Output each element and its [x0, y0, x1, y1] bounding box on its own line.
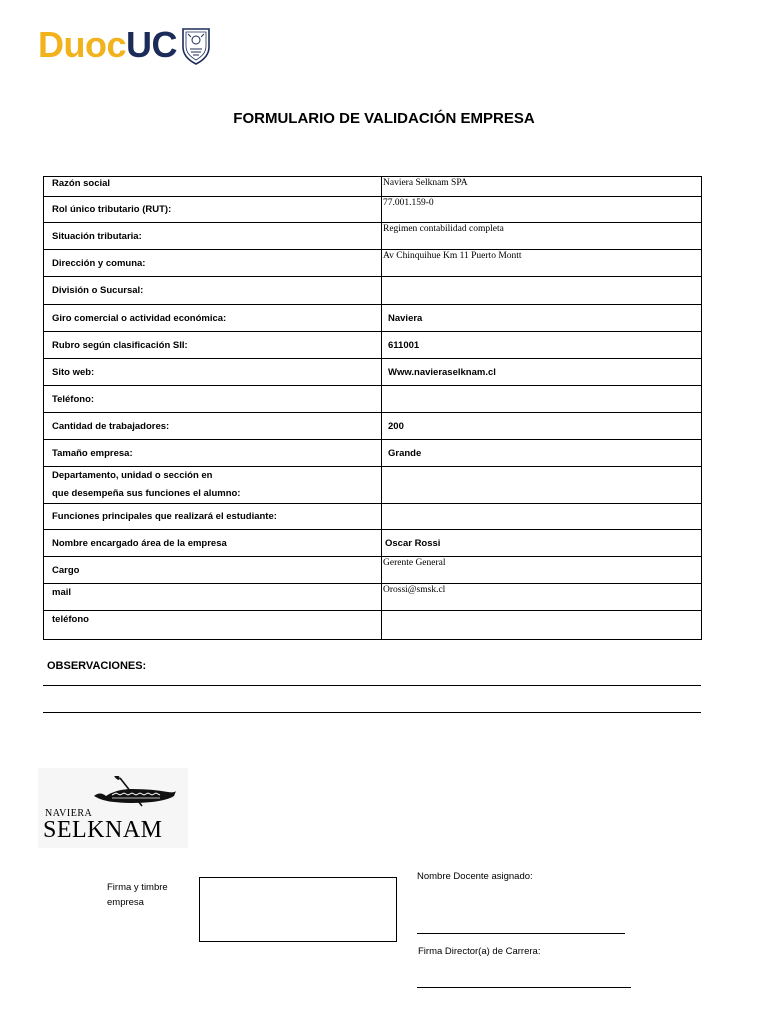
- firma-timbre-label: [107, 880, 168, 910]
- value-nombre-encargado: Oscar Rossi: [382, 530, 702, 557]
- duoc-uc-logo: [38, 22, 212, 68]
- logo-uc-text: UC: [126, 24, 177, 65]
- label-rubro: Rubro según clasificación SII:: [44, 332, 382, 359]
- table-row: [44, 386, 702, 413]
- label-giro: Giro comercial o actividad económica:: [44, 305, 382, 332]
- label-tamano-empresa: Tamaño empresa:: [44, 440, 382, 467]
- company-form-table: [43, 176, 702, 640]
- value-departamento: [382, 467, 702, 504]
- table-row: [44, 611, 702, 640]
- value-rut: 77.001.159-0: [382, 197, 702, 223]
- page-title: FORMULARIO DE VALIDACIÓN EMPRESA: [233, 110, 535, 127]
- docente-signature-line[interactable]: [417, 933, 625, 934]
- value-sitio-web: Www.navieraselknam.cl: [382, 359, 702, 386]
- table-row: [44, 177, 702, 197]
- nombre-docente-label: Nombre Docente asignado:: [417, 871, 533, 882]
- value-razon-social: Naviera Selknam SPA: [382, 177, 702, 197]
- label-departamento-line2: que desempeña sus funciones el alumno:: [52, 488, 241, 499]
- value-cantidad-trabajadores: 200: [382, 413, 702, 440]
- value-telefono: [382, 386, 702, 413]
- value-division: [382, 277, 702, 305]
- value-cargo: Gerente General: [382, 557, 702, 584]
- label-nombre-encargado: Nombre encargado área de la empresa: [44, 530, 382, 557]
- label-departamento: [44, 467, 382, 504]
- value-tamano-empresa: Grande: [382, 440, 702, 467]
- table-row: [44, 440, 702, 467]
- table-row: [44, 557, 702, 584]
- label-sitio-web: Sito web:: [44, 359, 382, 386]
- logo-selknam-text: SELKNAM: [43, 817, 163, 843]
- table-row: [44, 413, 702, 440]
- value-situacion-tributaria: Regimen contabilidad completa: [382, 223, 702, 250]
- value-rubro: 611001: [382, 332, 702, 359]
- table-row: [44, 223, 702, 250]
- label-cargo: Cargo: [44, 557, 382, 584]
- table-row: [44, 530, 702, 557]
- director-signature-line[interactable]: [417, 987, 631, 988]
- canoe-paddle-icon: [90, 776, 190, 816]
- logo-duoc-text: Duoc: [38, 24, 126, 65]
- label-mail: mail: [44, 584, 382, 611]
- value-mail: Orossi@smsk.cl: [382, 584, 702, 611]
- value-telefono-encargado: [382, 611, 702, 640]
- logo-naviera-text: NAVIERA: [45, 808, 93, 819]
- table-row: [44, 584, 702, 611]
- observaciones-line-2[interactable]: [43, 712, 701, 713]
- label-rut: Rol único tributario (RUT):: [44, 197, 382, 223]
- observaciones-line-1[interactable]: [43, 685, 701, 686]
- table-row: [44, 332, 702, 359]
- firma-timbre-box[interactable]: [199, 877, 397, 942]
- label-situacion-tributaria: Situación tributaria:: [44, 223, 382, 250]
- label-razon-social: Razón social: [44, 177, 382, 197]
- value-funciones: [382, 504, 702, 530]
- firma-label-line2: empresa: [107, 897, 144, 908]
- table-row: [44, 305, 702, 332]
- observaciones-label: OBSERVACIONES:: [47, 660, 147, 672]
- firma-label-line1: Firma y timbre: [107, 882, 168, 893]
- table-row: [44, 250, 702, 277]
- table-row: [44, 197, 702, 223]
- label-direccion: Dirección y comuna:: [44, 250, 382, 277]
- value-direccion: Av Chinquihue Km 11 Puerto Montt: [382, 250, 702, 277]
- firma-director-label: Firma Director(a) de Carrera:: [418, 946, 541, 957]
- table-row: [44, 467, 702, 504]
- value-giro: Naviera: [382, 305, 702, 332]
- label-telefono-encargado: teléfono: [44, 611, 382, 640]
- table-row: [44, 504, 702, 530]
- table-row: [44, 277, 702, 305]
- label-departamento-line1: Departamento, unidad o sección en: [52, 470, 213, 481]
- label-funciones: Funciones principales que realizará el estudiante:: [44, 504, 382, 530]
- naviera-selknam-logo: [38, 768, 188, 848]
- label-division: División o Sucursal:: [44, 277, 382, 305]
- university-seal-icon: [180, 25, 212, 65]
- label-telefono: Teléfono:: [44, 386, 382, 413]
- table-row: [44, 359, 702, 386]
- label-cantidad-trabajadores: Cantidad de trabajadores:: [44, 413, 382, 440]
